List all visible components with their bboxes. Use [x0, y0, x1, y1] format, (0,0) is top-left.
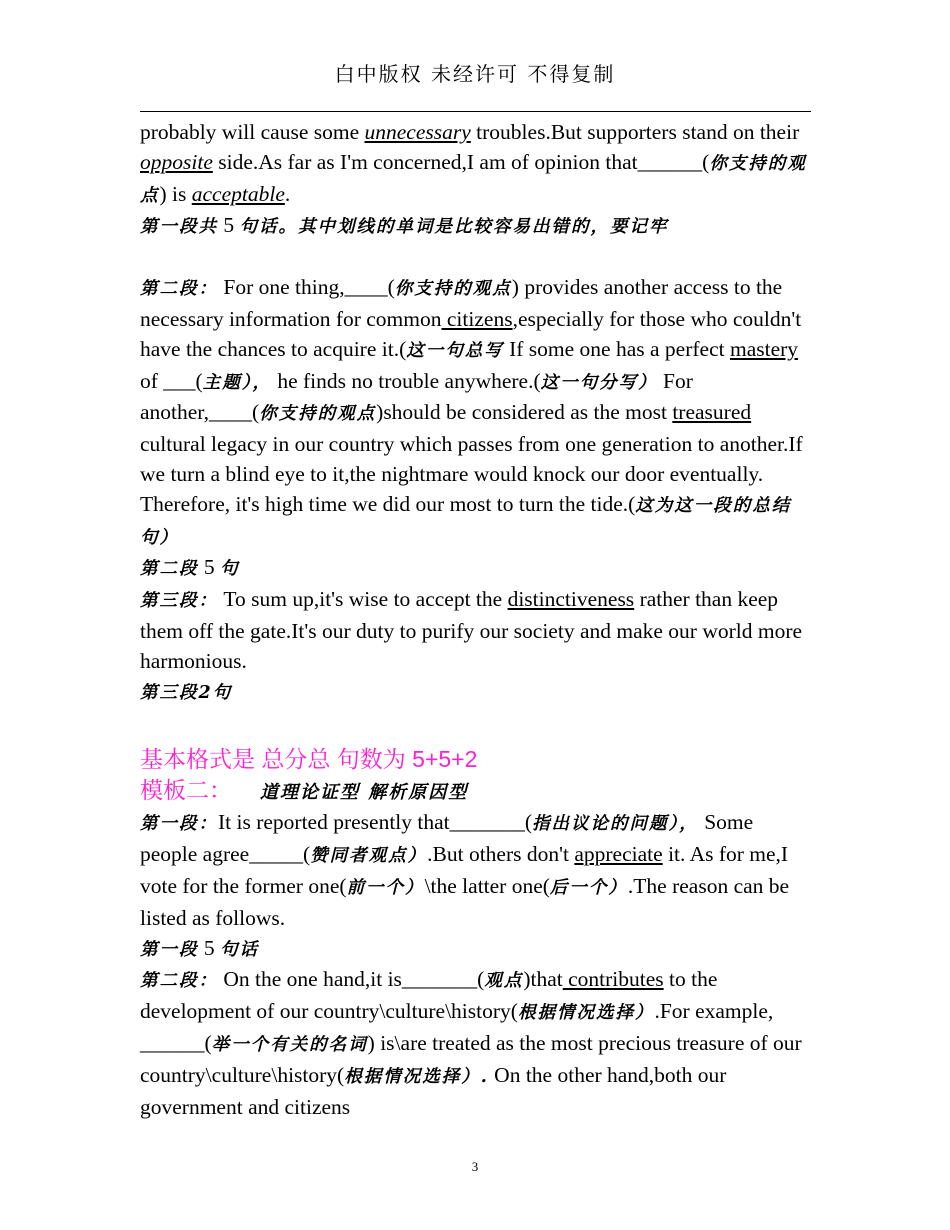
- chinese-hint: 你支持的观点: [140, 153, 807, 206]
- format-summary: 基本格式是 总分总 句数为 5+5+2: [140, 746, 478, 773]
- note-paragraph-one: 第一段共 5 句话。其中划线的单词是比较容易出错的，要记牢: [140, 213, 669, 238]
- underlined-word: treasured: [672, 400, 752, 425]
- underlined-word: contributes: [562, 967, 664, 992]
- template-two-heading: 模板二： 道理论证型 解析原因型: [140, 777, 469, 804]
- page-header: 白中版权 未经许可 不得复制: [334, 62, 616, 86]
- document-body: [140, 118, 815, 1122]
- paragraph-intro-end: probably will cause some unnecessary troubles.But supporters stand on their opposite side.As far as I'm concerned,I am of opinion that______(你支持的观点) is acceptable.: [140, 120, 807, 206]
- underlined-word: distinctiveness: [507, 587, 635, 612]
- underlined-word: unnecessary: [364, 120, 471, 144]
- underlined-word: acceptable: [191, 181, 285, 206]
- paragraph-two: 第二段： For one thing,____(你支持的观点) provides another access to the necessary information for common citizens,especially for those who couldn't have the chances to acquire it.(这一句总写 If some one has a perfect mastery of ___(主题）， he finds no trouble anywhere.(这一句分写） For another,____(你支持的观点)should be considered as the most treasured cultural legacy in our country which passes from one generation to another.If we turn a blind eye to it,the nightmare would knock our door eventually. Therefore, it's high time we did our most to turn the tide.(这为这一段的总结句）: [140, 275, 803, 548]
- note-template-two-one: 第一段 5 句话: [140, 935, 259, 960]
- header-rule: [140, 111, 811, 112]
- paragraph-label: 第一段：: [140, 814, 218, 835]
- note-paragraph-two: 第二段 5 句: [140, 555, 240, 580]
- underlined-word: citizens: [441, 306, 513, 331]
- underlined-word: opposite: [140, 149, 213, 174]
- page-number: 3: [471, 1159, 479, 1174]
- note-paragraph-three: 第三段2句: [140, 682, 233, 703]
- paragraph-label: 第二段：: [140, 279, 218, 300]
- template-two-paragraph-one: 第一段：It is reported presently that_______(指出议论的问题）， Some people agree_____(赞同者观点）.But others don't appreciate it. As for me,I vote for the former one(前一个）\the latter one(后一个）.The reason can be listed as follows.: [140, 810, 790, 930]
- underlined-word: mastery: [729, 336, 799, 361]
- paragraph-label: 第二段：: [140, 971, 218, 992]
- underlined-word: appreciate: [574, 842, 663, 867]
- paragraph-label: 第三段：: [140, 591, 218, 612]
- paragraph-three: 第三段： To sum up,it's wise to accept the distinctiveness rather than keep them off the gate.It's our duty to purify our society and make our world more harmonious.: [140, 587, 803, 673]
- template-two-paragraph-two: 第二段： On the one hand,it is_______(观点)that contributes to the development of our country\culture\history(根据情况选择）.For example, ______(举一个有关的名词) is\are treated as the most precious treasure of our country\culture\history(根据情况选择）. On the other hand,both our government and citizens: [140, 967, 802, 1119]
